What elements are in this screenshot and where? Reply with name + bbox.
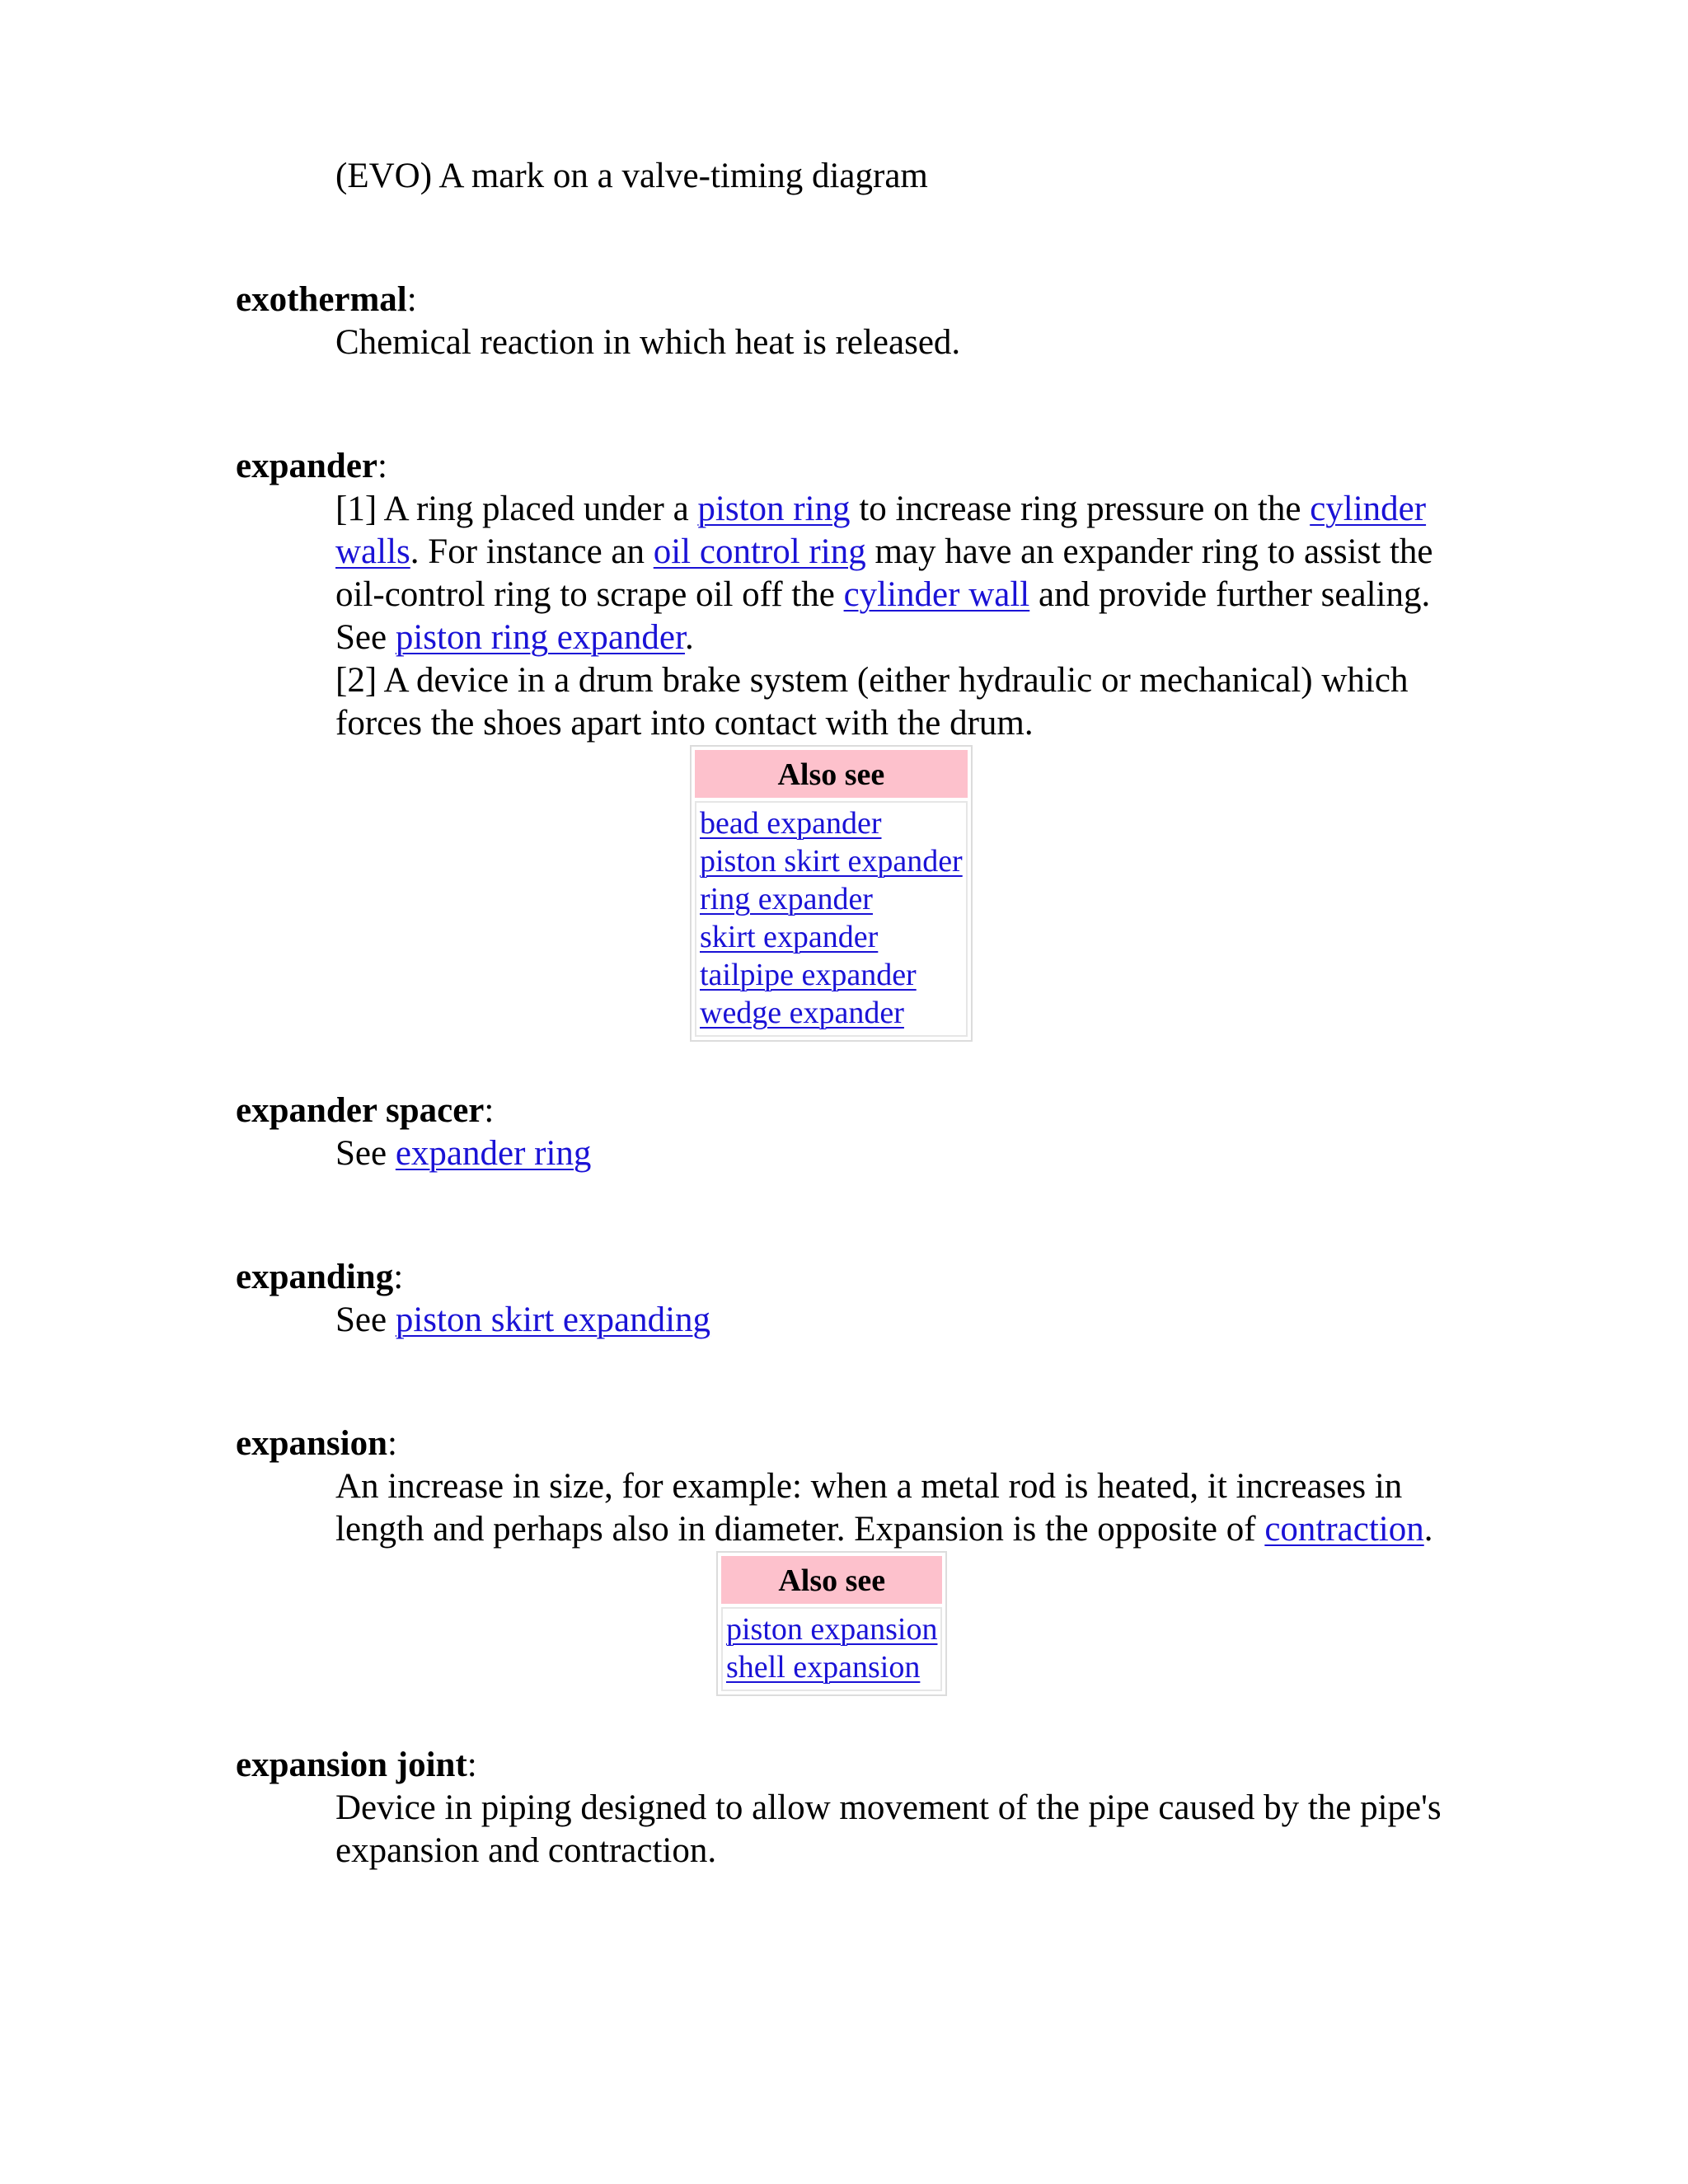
term-colon: :: [387, 1424, 397, 1463]
also-see-link-skirt-expander[interactable]: skirt expander: [700, 920, 879, 954]
also-see-link-wedge-expander[interactable]: wedge expander: [700, 996, 904, 1030]
term-line: [236, 1256, 1456, 1299]
definition-text: . For instance an: [410, 532, 654, 571]
also-see-table-expansion: [716, 1551, 947, 1696]
also-see-list: [695, 801, 968, 1037]
term-expansion-joint: expansion joint: [236, 1746, 467, 1784]
entry-expanding: [236, 1256, 1456, 1342]
definition-text: See: [335, 1301, 396, 1339]
definition-text: [1] A ring placed under a: [335, 490, 698, 528]
also-see-table-expander: [690, 745, 973, 1042]
also-see-list: [721, 1607, 942, 1691]
term-line: [236, 1090, 1456, 1132]
term-colon: :: [406, 280, 417, 319]
link-expander-ring[interactable]: expander ring: [395, 1134, 592, 1173]
entry-exothermal: [236, 279, 1456, 364]
term-expansion: expansion: [236, 1424, 388, 1463]
definition-expansion-joint: Device in piping designed to allow movement of the pipe caused by the pipe's expansion and contraction.: [335, 1788, 1442, 1870]
term-colon: :: [467, 1746, 477, 1784]
definition-text: may have an expander ring to assist the oil-control ring to scrape oil off the: [335, 532, 1433, 614]
definition-expansion: [236, 1465, 1456, 1551]
link-cylinder-wall[interactable]: cylinder wall: [843, 575, 1030, 614]
term-line: [236, 279, 1456, 321]
entry-expander-spacer: [236, 1090, 1456, 1175]
definition-expander-2: [2] A device in a drum brake system (either hydraulic or mechanical) which forces the shoes apart into contact with the drum.: [335, 661, 1409, 743]
lead-definition-text: (EVO) A mark on a valve-timing diagram: [335, 157, 928, 195]
term-colon: :: [484, 1091, 495, 1130]
definition-text: and provide further sealing. See: [335, 575, 1431, 657]
definition-expander-spacer: [236, 1132, 1456, 1175]
definition-expander-1: [236, 488, 1456, 659]
also-see-link-tailpipe-expander[interactable]: tailpipe expander: [700, 958, 917, 992]
entry-expander: [236, 445, 1456, 1042]
term-expander-spacer: expander spacer: [236, 1091, 485, 1130]
also-see-link-shell-expansion[interactable]: shell expansion: [726, 1650, 921, 1685]
definition-text: See: [335, 1134, 396, 1173]
term-line: [236, 1744, 1456, 1787]
link-contraction[interactable]: contraction: [1264, 1510, 1424, 1549]
also-see-heading: Also see: [721, 1556, 942, 1604]
term-expanding: expanding: [236, 1258, 394, 1296]
term-colon: :: [377, 447, 387, 485]
also-see-link-bead-expander[interactable]: bead expander: [700, 806, 882, 841]
glossary-page: [236, 155, 1456, 1872]
term-colon: :: [393, 1258, 404, 1296]
term-expander: expander: [236, 447, 377, 485]
definition-expanding: [236, 1299, 1456, 1342]
also-see-link-piston-skirt-expander[interactable]: piston skirt expander: [700, 844, 963, 879]
definition-text: An increase in size, for example: when a metal rod is heated, it increases in length and perhaps also in diameter. Expansion is the opposite of: [335, 1467, 1403, 1549]
definition-text: to increase ring pressure on the: [850, 490, 1311, 528]
term-line: [236, 1422, 1456, 1465]
link-cylinder-walls[interactable]: cylinder walls: [335, 490, 1427, 571]
entry-expansion-joint: [236, 1744, 1456, 1872]
link-piston-skirt-expanding[interactable]: piston skirt expanding: [395, 1301, 711, 1339]
also-see-heading: Also see: [695, 750, 968, 798]
definition-exothermal: Chemical reaction in which heat is released.: [335, 323, 961, 362]
definition-text: .: [1423, 1510, 1433, 1549]
term-exothermal: exothermal: [236, 280, 407, 319]
also-see-link-piston-expansion[interactable]: piston expansion: [726, 1612, 938, 1647]
link-piston-ring[interactable]: piston ring: [697, 490, 851, 528]
definition-text: .: [684, 618, 694, 657]
entry-expansion: [236, 1422, 1456, 1696]
link-oil-control-ring[interactable]: oil control ring: [653, 532, 866, 571]
term-line: [236, 445, 1456, 488]
also-see-link-ring-expander[interactable]: ring expander: [700, 882, 873, 916]
link-piston-ring-expander[interactable]: piston ring expander: [395, 618, 685, 657]
